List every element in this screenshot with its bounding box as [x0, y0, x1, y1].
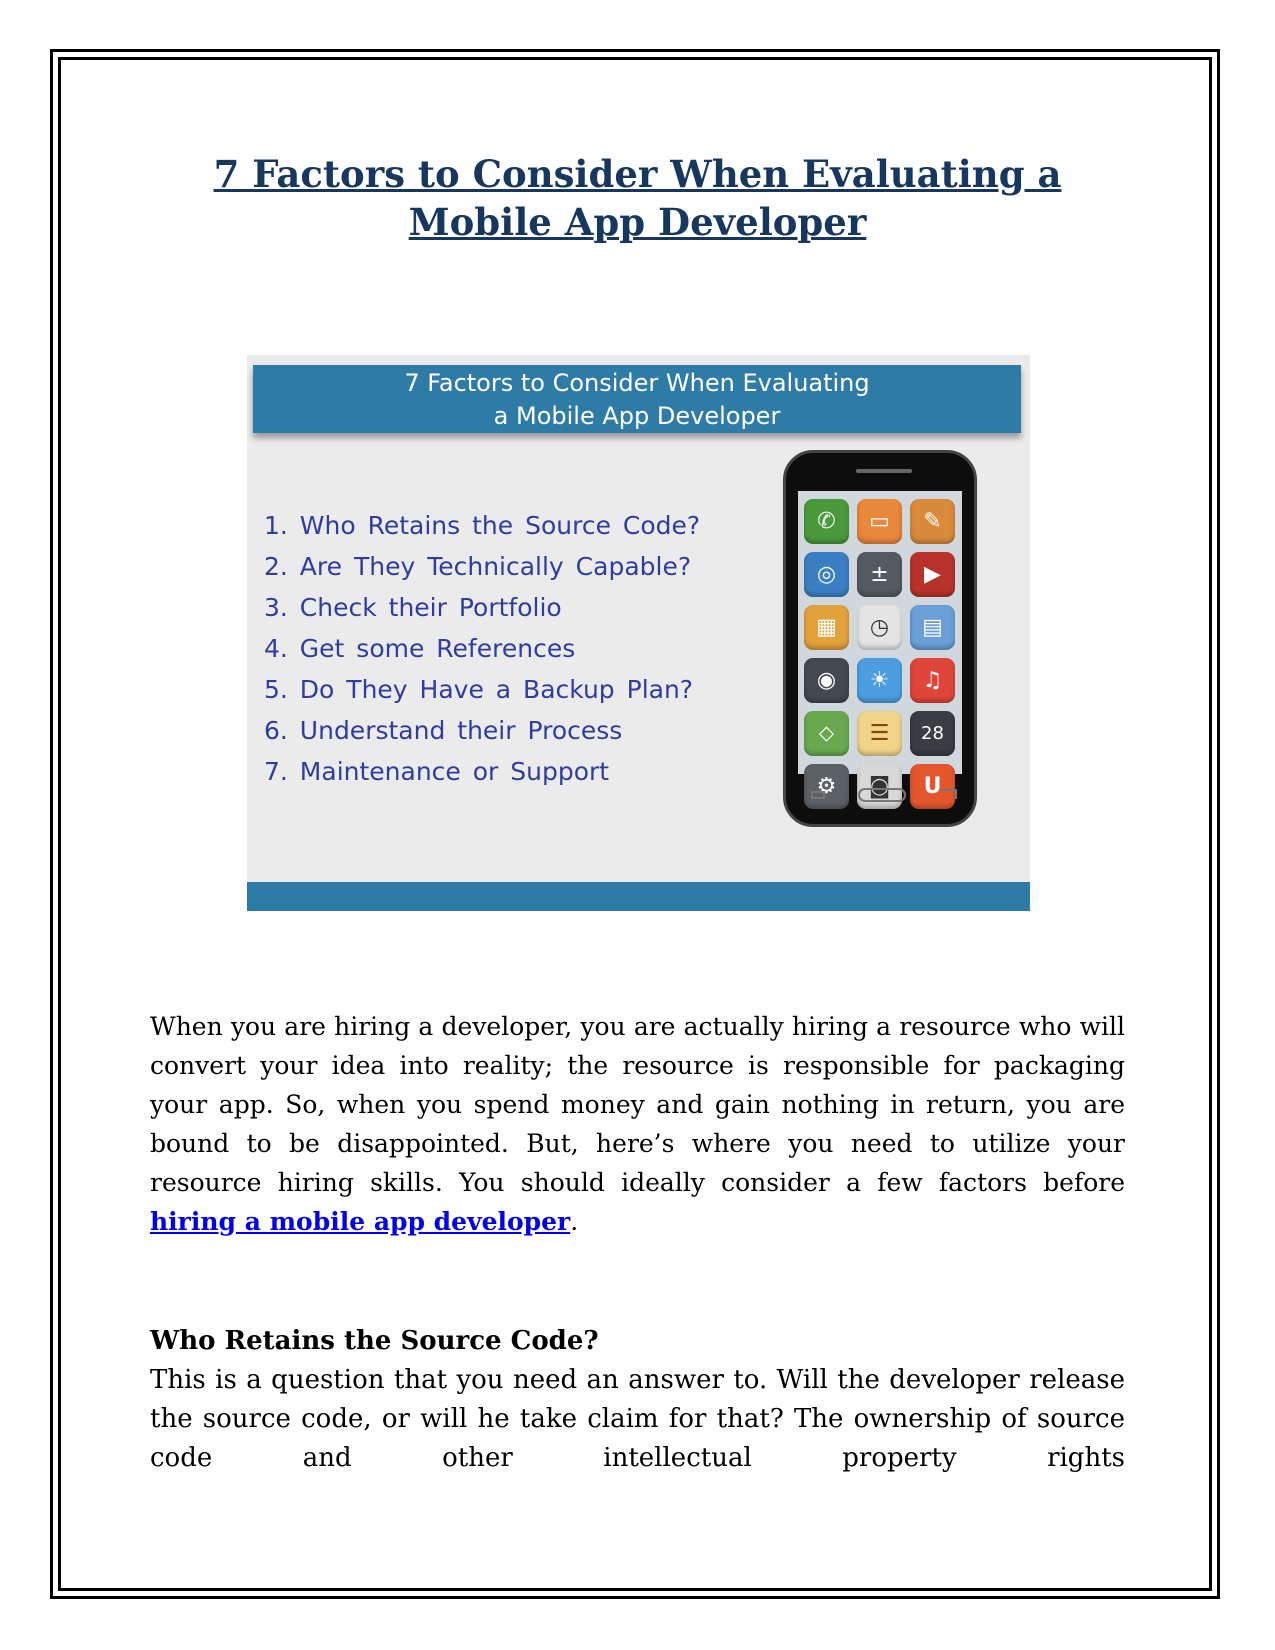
- paint-icon: ▤: [910, 605, 955, 650]
- u-app-icon: U: [910, 764, 955, 809]
- factors-list: [264, 505, 700, 792]
- intro-paragraph: When you are hiring a developer, you are actually hiring a resource who will convert your idea into reality; the resource is responsible for packaging your app. So, when you spend money and gain nothing in return, you are bound to be disappointed. But, here’s where you need to utilize your resource hiring skills. You should ideally consider a few factors before hiring a mobile app developer.: [150, 1012, 1125, 1236]
- banner-line-2: a Mobile App Developer: [493, 402, 781, 430]
- calendar-icon: 28: [910, 711, 955, 756]
- menu-key-icon: [811, 791, 825, 799]
- smartphone-illustration: [783, 450, 977, 827]
- clock-icon: ◷: [857, 605, 902, 650]
- factor-item: 4. Get some References: [264, 634, 576, 663]
- back-key-icon: [941, 789, 957, 799]
- section-heading: Who Retains the Source Code?: [150, 1326, 599, 1356]
- video-icon: ▶: [910, 552, 955, 597]
- news-icon: ◙: [857, 764, 902, 809]
- compass-icon: ◎: [804, 552, 849, 597]
- section-paragraph: This is a question that you need an answer to. Will the developer release the source code, or will he take claim for that? The ownership of source code and other intellectual property rights: [150, 1365, 1125, 1473]
- reminders-icon: ☰: [857, 711, 902, 756]
- photos-icon: ▦: [804, 605, 849, 650]
- weather-icon: ☀: [857, 658, 902, 703]
- infographic-image: [247, 355, 1030, 911]
- factor-item: 5. Do They Have a Backup Plan?: [264, 675, 694, 704]
- factor-item: 3. Check their Portfolio: [264, 593, 562, 622]
- camera-icon: ◉: [804, 658, 849, 703]
- home-button: [858, 788, 906, 802]
- infographic-footer-bar: [247, 882, 1030, 911]
- banner-line-1: 7 Factors to Consider When Evaluating: [404, 369, 870, 397]
- factor-item: 7. Maintenance or Support: [264, 757, 610, 786]
- notes-icon: ✎: [910, 499, 955, 544]
- settings-icon: ⚙: [804, 764, 849, 809]
- infographic-banner: [253, 365, 1021, 433]
- hiring-developer-link[interactable]: hiring a mobile app developer: [150, 1207, 571, 1236]
- factor-item: 2. Are They Technically Capable?: [264, 552, 692, 581]
- maps-icon: ⬦: [804, 711, 849, 756]
- phone-screen: [798, 491, 962, 799]
- music-icon: ♫: [910, 658, 955, 703]
- phone-icon: ✆: [804, 499, 849, 544]
- calculator-icon: ±: [857, 552, 902, 597]
- factor-item: 1. Who Retains the Source Code?: [264, 511, 701, 540]
- speaker-grille: [856, 469, 912, 473]
- factor-item: 6. Understand their Process: [264, 716, 623, 745]
- document-title: 7 Factors to Consider When Evaluating a Mobile App Developer: [213, 152, 1062, 244]
- message-icon: ▭: [857, 499, 902, 544]
